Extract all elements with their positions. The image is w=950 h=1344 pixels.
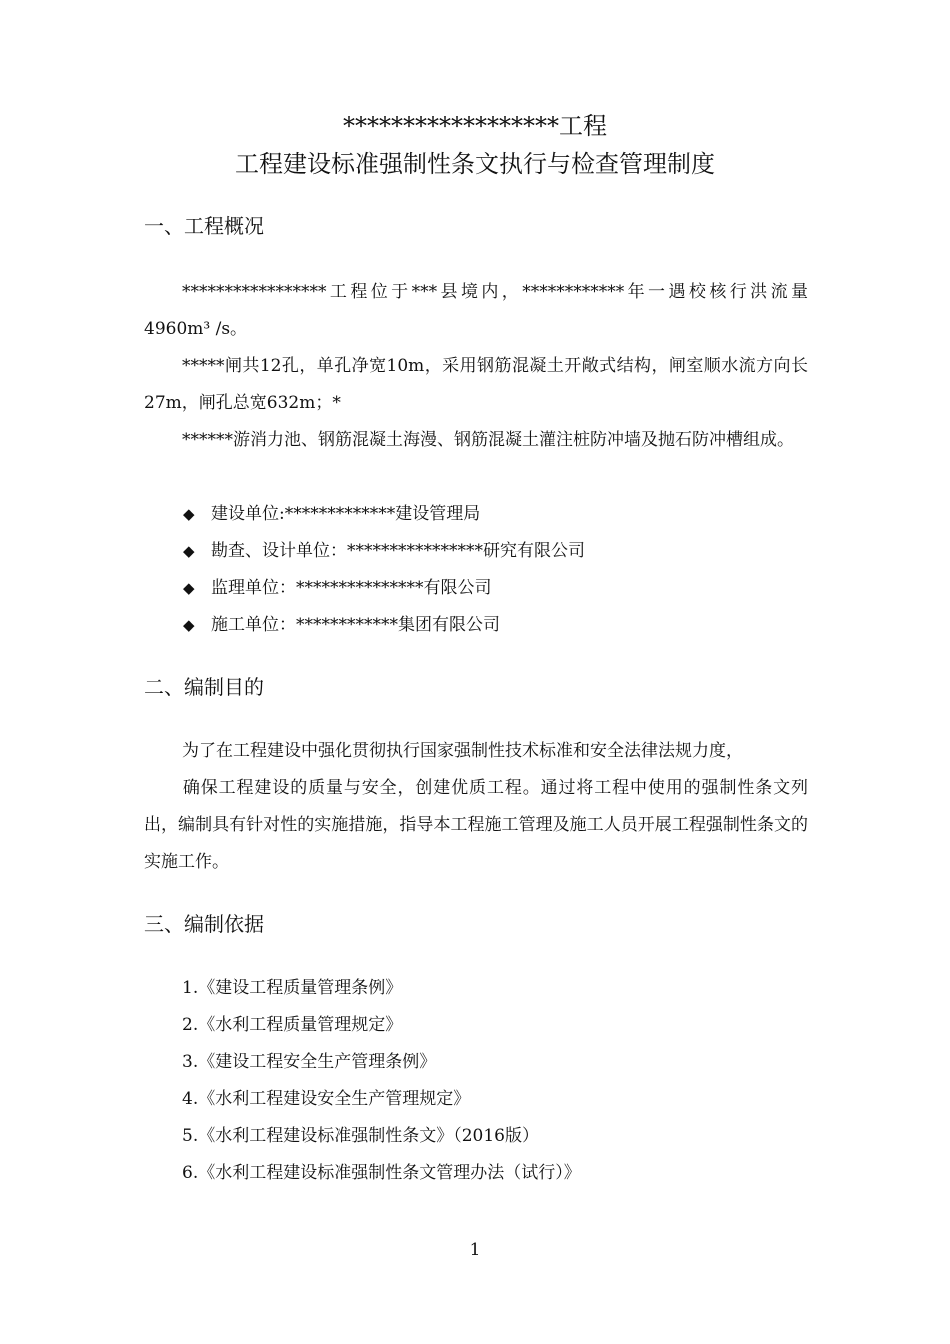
document-title-project: ******************工程 bbox=[343, 112, 607, 140]
diamond-bullet-icon: ◆ bbox=[183, 579, 195, 597]
reference-item-4: 4.《水利工程建设安全生产管理规定》 bbox=[182, 1089, 471, 1109]
diamond-bullet-icon: ◆ bbox=[183, 616, 195, 634]
list-item-construction-unit: ◆ 建设单位:*************建设管理局 bbox=[183, 504, 481, 524]
page-number: 1 bbox=[469, 1240, 481, 1260]
reference-item-2: 2.《水利工程质量管理规定》 bbox=[182, 1015, 403, 1035]
document-title-main: 工程建设标准强制性条文执行与检查管理制度 bbox=[235, 150, 715, 178]
purpose-paragraph-2: 确保工程建设的质量与安全，创建优质工程。通过将工程中使用的强制性条文列出，编制具有针对性的实施措施，指导本工程施工管理及施工人员开展工程强制性条文的实施工作。 bbox=[144, 778, 808, 872]
diamond-bullet-icon: ◆ bbox=[183, 542, 195, 560]
diamond-bullet-icon: ◆ bbox=[183, 505, 195, 523]
section-heading-overview: 一、工程概况 bbox=[144, 214, 264, 238]
overview-paragraph-1: *****************工程位于***县境内，************年一遇校核行洪流量4960m³ /s。 bbox=[144, 282, 808, 339]
reference-item-3: 3.《建设工程安全生产管理条例》 bbox=[182, 1052, 437, 1072]
section-heading-purpose: 二、编制目的 bbox=[144, 675, 264, 699]
list-item-design-unit: ◆ 勘查、设计单位：****************研究有限公司 bbox=[183, 541, 585, 561]
reference-item-1: 1.《建设工程质量管理条例》 bbox=[182, 978, 403, 998]
section-heading-basis: 三、编制依据 bbox=[144, 912, 264, 936]
list-item-contractor-unit: ◆ 施工单位：************集团有限公司 bbox=[183, 615, 500, 635]
reference-item-6: 6.《水利工程建设标准强制性条文管理办法（试行）》 bbox=[182, 1163, 581, 1183]
overview-paragraph-3: ******游消力池、钢筋混凝土海漫、钢筋混凝土灌注桩防冲墙及抛石防冲槽组成。 bbox=[182, 430, 794, 450]
overview-paragraph-2: *****闸共12孔，单孔净宽10m，采用钢筋混凝土开敞式结构，闸室顺水流方向长27m，闸孔总宽632m；* bbox=[144, 356, 808, 413]
purpose-paragraph-1: 为了在工程建设中强化贯彻执行国家强制性技术标准和安全法律法规力度， bbox=[182, 741, 743, 761]
list-item-supervision-unit: ◆ 监理单位：***************有限公司 bbox=[183, 578, 492, 598]
reference-item-5: 5.《水利工程建设标准强制性条文》（2016版） bbox=[182, 1126, 539, 1146]
